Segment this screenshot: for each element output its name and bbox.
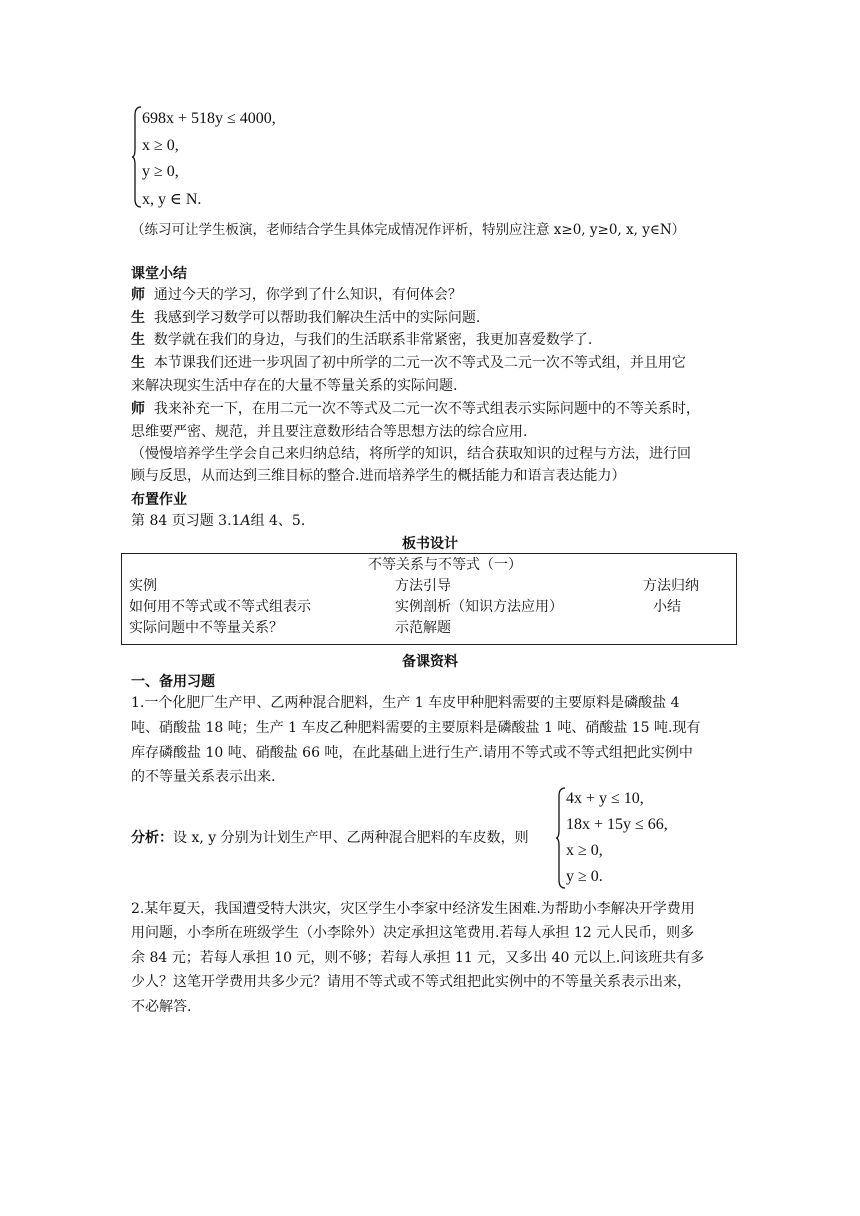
prep-section: 一、备用习题: [131, 674, 215, 690]
dialog-text: 通过今天的学习，你学到了什么知识，有何体会？: [153, 287, 462, 303]
homework-heading: 布置作业: [131, 492, 187, 508]
board-title-row: [121, 553, 737, 574]
board-title: 不等关系与不等式（一）: [368, 556, 522, 573]
dialog-line-2: [131, 308, 480, 328]
system2-line-2: 18x + 15y ≤ 66,: [566, 816, 668, 833]
system1-line-3: y ≥ 0,: [142, 163, 179, 180]
homework-text-b: 组 4、5.: [250, 513, 306, 529]
q2-line-5: 不必解答.: [131, 999, 192, 1015]
speaker-label: 师: [131, 287, 145, 303]
speaker-label: 生: [131, 355, 145, 371]
homework-text: [131, 511, 305, 531]
system1-line-4: x, y ∈ N.: [142, 191, 202, 208]
table-row: [121, 616, 737, 637]
board-cell: 方法归纳: [643, 577, 699, 594]
q1-line-3: 库存磷酸盐 10 吨、硝酸盐 66 吨，在此基础上进行生产.请用不等式或不等式组把此实例中: [131, 745, 693, 761]
dialog-line-4-cont: 来解决现实生活中存在的大量不等量关系的实际问题.: [131, 378, 458, 394]
table-row: [121, 574, 737, 595]
analysis-line: [131, 828, 529, 848]
summary-note-line-2: 顾与反思，从而达到三维目标的整合.进而培养学生的概括能力和语言表达能力）: [131, 468, 626, 484]
board-cell: 实例剖析（知识方法应用）: [395, 598, 563, 615]
board-cell: 示范解题: [395, 619, 451, 636]
system2-line-4: y ≥ 0.: [566, 868, 603, 885]
dialog-line-3: [131, 330, 592, 350]
q2-line-2: 用问题，小李所在班级学生（小李除外）决定承担这笔费用.若每人承担 12 元人民币，则多: [131, 925, 695, 941]
system2-line-1: 4x + y ≤ 10,: [566, 790, 644, 807]
homework-group-letter: A: [240, 513, 251, 529]
dialog-line-5-cont: 思维要严密、规范，并且要注意数形结合等思想方法的综合应用.: [131, 424, 528, 440]
board-cell: 实例: [129, 577, 157, 594]
dialog-line-5: [131, 399, 700, 419]
q2-line-1: 2.某年夏天，我国遭受特大洪灾，灾区学生小李家中经济发生困难.为帮助小李解决开学费用: [131, 901, 695, 917]
dialog-text: 数学就在我们的身边，与我们的生活联系非常紧密，我更加喜爱数学了.: [153, 332, 593, 348]
board-table: [121, 553, 737, 637]
summary-heading: 课堂小结: [131, 266, 187, 282]
prep-heading: 备课资料: [402, 654, 458, 670]
dialog-text: 我感到学习数学可以帮助我们解决生活中的实际问题.: [153, 310, 481, 326]
board-cell: 如何用不等式或不等式组表示: [129, 598, 311, 615]
analysis-text: 设 x, y 分别为计划生产甲、乙两种混合肥料的车皮数，则: [173, 830, 529, 846]
system1-line-2: x ≥ 0,: [142, 137, 179, 154]
dialog-line-1: [131, 285, 462, 305]
q2-line-3: 余 84 元；若每人承担 10 元，则不够；若每人承担 11 元，又多出 40 元以上.问该班共有多: [131, 950, 705, 966]
board-cell: 实际问题中不等量关系？: [129, 619, 283, 636]
dialog-text: 本节课我们还进一步巩固了初中所学的二元一次不等式及二元一次不等式组，并且用它: [153, 355, 686, 371]
board-cell: 小结: [653, 598, 681, 615]
analysis-label: 分析：: [131, 830, 173, 846]
system1-line-1: 698x + 518y ≤ 4000,: [142, 110, 276, 127]
q1-line-2: 吨、硝酸盐 18 吨；生产 1 车皮乙种肥料需要的主要原料是磷酸盐 1 吨、硝酸盐 15 吨.现有: [131, 720, 701, 736]
speaker-label: 生: [131, 332, 145, 348]
q1-line-4: 的不等量关系表示出来.: [131, 769, 276, 785]
board-cell: 方法引导: [395, 577, 451, 594]
dialog-text: 我来补充一下，在用二元一次不等式及二元一次不等式组表示实际问题中的不等关系时，: [153, 401, 700, 417]
note-practice: （练习可让学生板演，老师结合学生具体完成情况作评析，特别应注意 x≥0, y≥0, x, y∈N）: [131, 222, 686, 238]
q2-line-4: 少人？这笔开学费用共多少元？请用不等式或不等式组把此实例中的不等量关系表示出来，: [131, 974, 691, 990]
board-heading: 板书设计: [402, 536, 458, 552]
summary-note-line-1: （慢慢培养学生学会自己来归纳总结，将所学的知识，结合获取知识的过程与方法，进行回: [131, 446, 691, 462]
dialog-line-4: [131, 353, 686, 373]
speaker-label: 生: [131, 310, 145, 326]
system2-line-3: x ≥ 0,: [566, 842, 603, 859]
q1-line-1: 1.一个化肥厂生产甲、乙两种混合肥料，生产 1 车皮甲种肥料需要的主要原料是磷酸盐 4: [131, 695, 680, 711]
speaker-label: 师: [131, 401, 145, 417]
table-row: [121, 595, 737, 616]
board-cell: [635, 616, 737, 637]
homework-text-a: 第 84 页习题 3.1: [131, 513, 241, 529]
